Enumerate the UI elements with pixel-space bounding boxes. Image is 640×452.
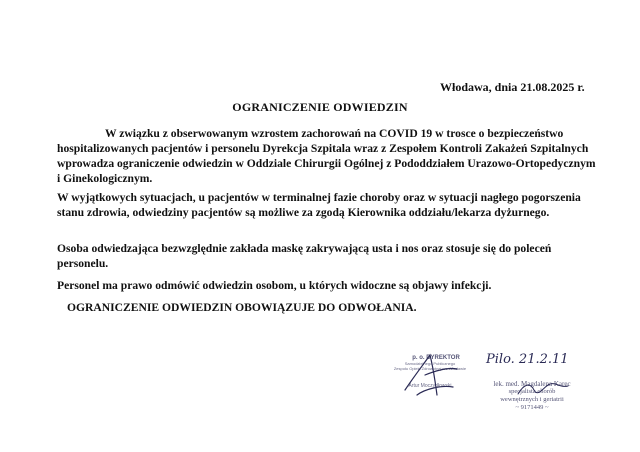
director-name: Artur Moczydłowski — [408, 383, 452, 389]
doctor-spec-line2: wewnętrznych i geriatrii — [500, 396, 564, 403]
closing-statement: OGRANICZENIE ODWIEDZIN OBOWIĄZUJE DO ODWOŁANIA. — [67, 301, 417, 314]
handwritten-date-text: Pilo. 21.2.11 — [486, 352, 569, 367]
document-title: OGRANICZENIE ODWIEDZIN — [232, 100, 408, 114]
paragraph-mask-rule: Osoba odwiedzająca bezwzględnie zakłada maskę zakrywającą usta i nos oraz stosuje się do poleceń personelu. — [57, 242, 552, 270]
doctor-signature — [478, 376, 578, 406]
paragraph-staff-right: Personel ma prawo odmówić odwiedzin osobom, u których widoczne są objawy infekcji. — [57, 279, 492, 292]
director-stamp-line1: Samodzielnego Publicznego — [404, 361, 456, 366]
doctor-spec-line1: specjalista chorób — [508, 388, 556, 395]
director-stamp-line2: Zespołu Opieki Zdrowotnej we Włodawie — [393, 366, 467, 371]
date-line: Włodawa, dnia 21.08.2025 r. — [440, 80, 585, 94]
director-role: p. o. DYREKTOR — [412, 355, 460, 361]
director-signature — [395, 345, 465, 405]
paragraph-intro: W związku z obserwowanym wzrostem zachorowań na COVID 19 w trosce o bezpieczeństwo hospitalizowanych pacjentów i personelu Dyrekcja Szpitala wraz z Zespołem Kontroli Zakażeń Szpitalnych wprowadza ograniczenie odwiedzin w Oddziale Chirurgii Ogólnej z Pododdziałem Urazowo-Ortopedycznym i Ginekologicznym. — [57, 127, 596, 185]
doctor-license-number: ~ 9171449 ~ — [515, 404, 549, 411]
paragraph-exceptions: W wyjątkowych sytuacjach, u pacjentów w terminalnej fazie choroby oraz w sytuacji nagłego pogorszenia stanu zdrowia, odwiedziny pacjentów są możliwe za zgodą Kierownika oddziału/lekarza dyżurnego. — [57, 191, 581, 219]
doctor-name: lek. med. Magdalena Karec — [493, 380, 571, 388]
handwritten-date-note — [482, 346, 582, 370]
